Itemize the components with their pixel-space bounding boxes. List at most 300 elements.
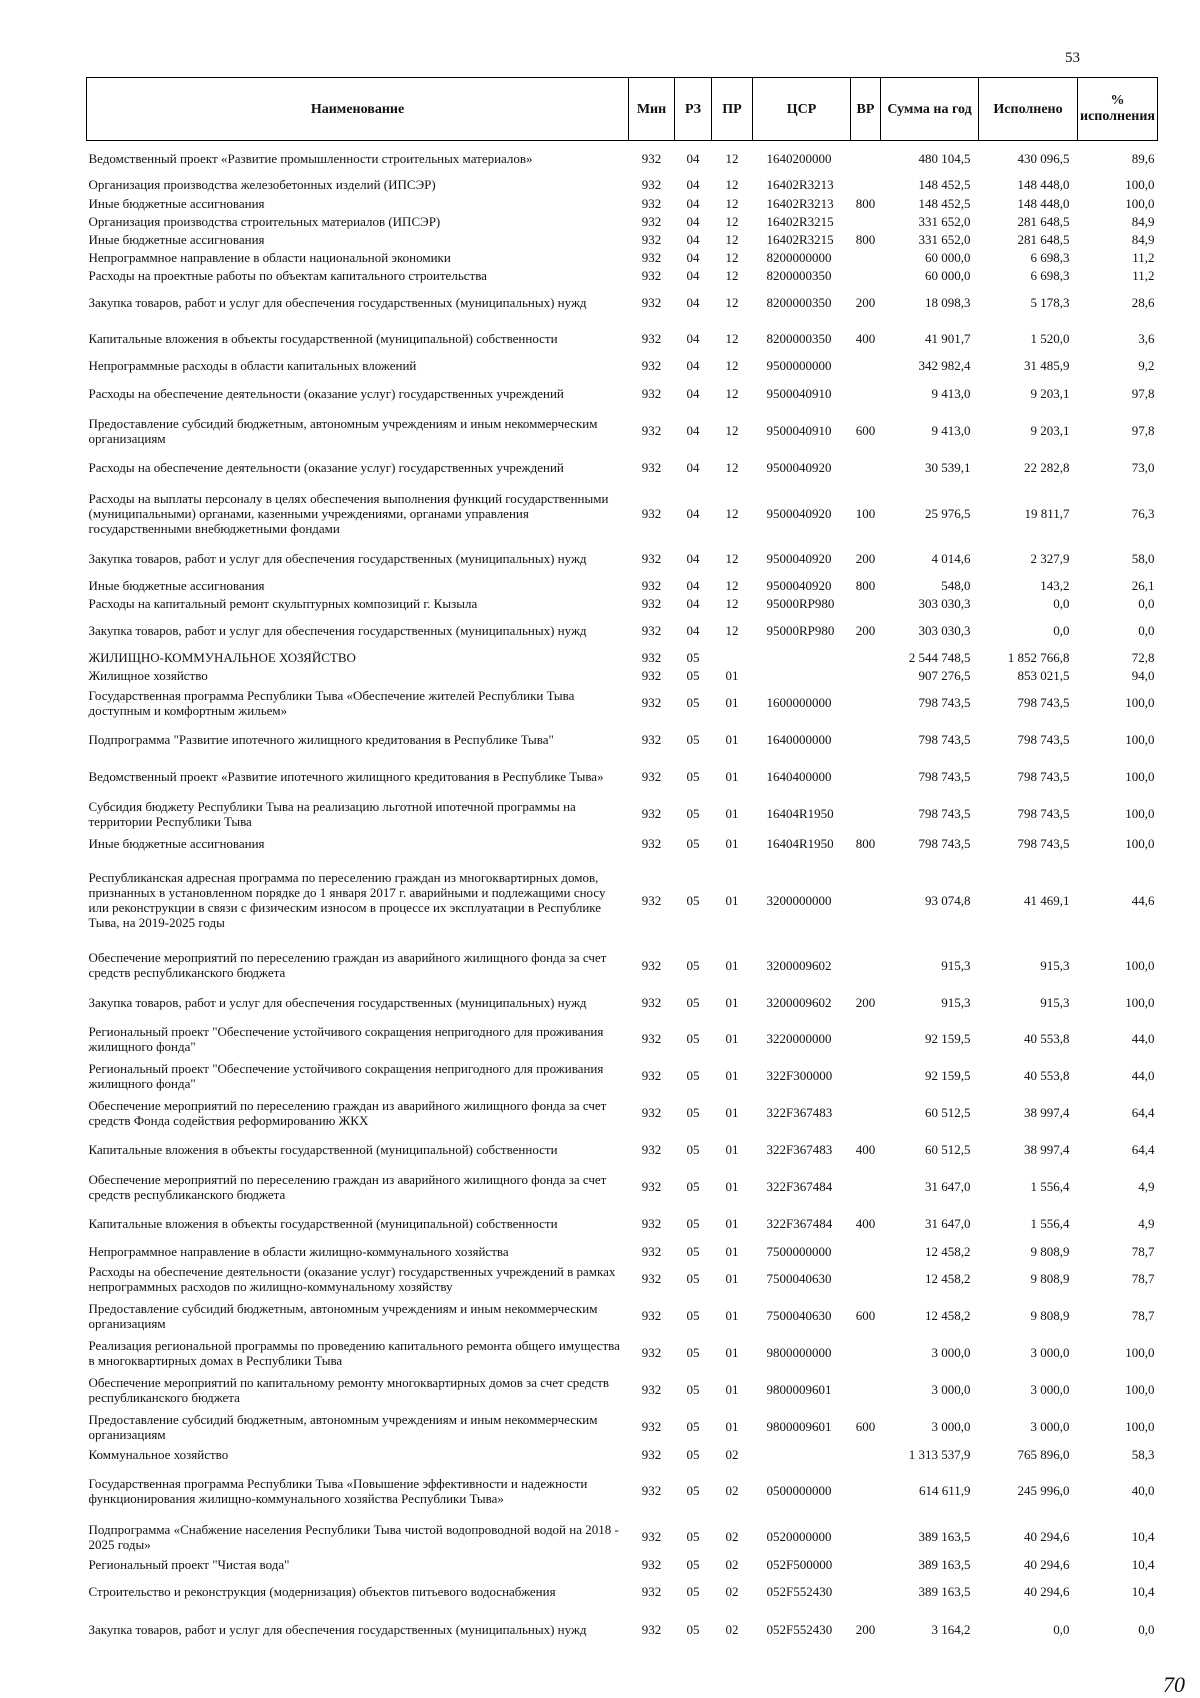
- cell-executed: 853 021,5: [1017, 667, 1070, 683]
- cell-csr: 8200000350: [766, 294, 832, 310]
- cell-sum: 25 976,5: [925, 505, 971, 521]
- cell-name: Иные бюджетные ассигнования: [88, 231, 265, 247]
- cell-pr: 12: [725, 423, 739, 438]
- cell-vr: [851, 1445, 881, 1463]
- cell-csr: 3200009602: [766, 957, 832, 973]
- cell-executed: 6 698,3: [1030, 249, 1070, 265]
- cell-pr: 01: [725, 1216, 739, 1231]
- cell-csr: 322F367483: [766, 1142, 833, 1157]
- cell-executed: 19 811,7: [1024, 505, 1070, 521]
- cell-percent: 73,0: [1131, 460, 1155, 475]
- cell-vr: 200: [855, 550, 876, 566]
- cell-executed: 148 448,0: [1017, 177, 1070, 192]
- header-rz: РЗ: [675, 78, 712, 141]
- cell-executed: 765 896,0: [1017, 1446, 1070, 1462]
- table-row: [87, 141, 1158, 176]
- cell-name: Республиканская адресная программа по переселению граждан из многоквартирных домов, признанных в установленном порядке до 1 января 2017 г. аварийными и подлежащими сносу или реконструкции в связи с физическим износом в процессе их эксплуатации в Республике Тыва, на 2019-2025 годы: [88, 870, 606, 930]
- cell-percent: 26,1: [1131, 577, 1155, 593]
- table-row: [87, 1518, 1158, 1555]
- cell-sum: 1 313 537,9: [908, 1446, 971, 1462]
- cell-executed: 1 556,4: [1030, 1216, 1070, 1231]
- cell-rz: 05: [686, 1345, 700, 1360]
- cell-pr: 02: [725, 1556, 739, 1572]
- cell-rz: 05: [686, 1179, 700, 1194]
- cell-sum: 4 014,6: [931, 550, 971, 566]
- cell-percent: 28,6: [1131, 294, 1155, 310]
- cell-rz: 05: [686, 1584, 700, 1599]
- cell-pr: 01: [725, 1308, 739, 1323]
- cell-rz: 05: [686, 769, 700, 784]
- cell-vr: 200: [855, 294, 876, 310]
- cell-min: 932: [641, 385, 662, 401]
- cell-vr: [851, 1555, 881, 1573]
- cell-min: 932: [641, 1621, 662, 1637]
- cell-rz: 05: [686, 1031, 700, 1046]
- cell-pr: 12: [725, 577, 739, 593]
- cell-percent: 97,8: [1131, 423, 1155, 438]
- cell-percent: 44,0: [1131, 1031, 1155, 1046]
- cell-rz: 05: [686, 649, 700, 665]
- cell-csr: 9800009601: [766, 1419, 832, 1434]
- cell-percent: 100,0: [1125, 195, 1155, 211]
- cell-csr: 9500000000: [766, 357, 832, 373]
- cell-csr: 9500040920: [766, 577, 832, 593]
- cell-pr: 02: [725, 1483, 739, 1498]
- cell-vr: [851, 1168, 881, 1205]
- cell-pr: 01: [725, 1271, 739, 1286]
- cell-vr: [851, 141, 881, 176]
- cell-rz: 05: [686, 1419, 700, 1434]
- cell-csr: 1640000000: [766, 732, 832, 747]
- cell-vr: 200: [855, 1621, 876, 1637]
- cell-vr: [851, 1518, 881, 1555]
- cell-sum: 12 458,2: [925, 1243, 971, 1259]
- cell-csr: 16402R3215: [766, 231, 834, 247]
- cell-name: Расходы на проектные работы по объектам капитального строительства: [88, 267, 487, 283]
- cell-sum: 60 512,5: [925, 1142, 971, 1157]
- cell-csr: 052F500000: [766, 1556, 833, 1572]
- cell-pr: 01: [725, 1382, 739, 1397]
- cell-min: 932: [641, 550, 662, 566]
- table-row: [87, 356, 1158, 374]
- cell-executed: 5 178,3: [1030, 294, 1070, 310]
- cell-csr: 0500000000: [766, 1483, 832, 1498]
- cell-rz: 05: [686, 1243, 700, 1259]
- cell-pr: [712, 648, 753, 666]
- cell-pr: 12: [725, 150, 739, 166]
- cell-csr: 9500040920: [766, 460, 832, 475]
- cell-csr: 1640200000: [766, 150, 832, 166]
- cell-sum: 41 901,7: [925, 330, 971, 346]
- cell-rz: 04: [686, 423, 700, 438]
- cell-pr: 12: [725, 267, 739, 283]
- table-header-row: [87, 78, 1158, 141]
- header-name: Наименование: [87, 78, 629, 141]
- table-row: [87, 1463, 1158, 1518]
- cell-name: Организация производства строительных материалов (ИПСЭР): [88, 213, 441, 229]
- cell-pr: 01: [725, 695, 739, 710]
- cell-name: Обеспечение мероприятий по переселению граждан из аварийного жилищного фонда за счет средств Фонда содействия реформированию ЖКХ: [88, 1097, 607, 1128]
- cell-executed: 3 000,0: [1030, 1345, 1070, 1360]
- cell-name: Жилищное хозяйство: [88, 667, 208, 683]
- table-row: [87, 666, 1158, 684]
- cell-executed: 245 996,0: [1017, 1483, 1070, 1498]
- cell-executed: 143,2: [1040, 577, 1070, 593]
- cell-vr: [851, 648, 881, 666]
- cell-rz: 05: [686, 806, 700, 821]
- cell-pr: 12: [725, 294, 739, 310]
- cell-name: Предоставление субсидий бюджетным, автономным учреждениям и иным некоммерческим организациям: [88, 1300, 598, 1331]
- cell-executed: 40 553,8: [1024, 1031, 1070, 1046]
- table-row: [87, 449, 1158, 486]
- cell-min: 932: [641, 1243, 662, 1259]
- table-row: [87, 486, 1158, 540]
- cell-percent: 84,9: [1131, 231, 1155, 247]
- cell-min: 932: [641, 994, 662, 1010]
- cell-min: 932: [641, 892, 662, 908]
- cell-name: Иные бюджетные ассигнования: [88, 195, 265, 211]
- cell-executed: 915,3: [1040, 957, 1070, 973]
- cell-min: 932: [641, 294, 662, 310]
- cell-pr: 12: [725, 177, 739, 192]
- table-row: [87, 1020, 1158, 1057]
- cell-rz: 05: [686, 1271, 700, 1286]
- cell-min: 932: [641, 1216, 662, 1231]
- cell-name: Обеспечение мероприятий по переселению граждан из аварийного жилищного фонда за счет средств республиканского бюджета: [88, 950, 607, 980]
- cell-csr: 322F367484: [766, 1179, 833, 1194]
- table-row: [87, 1205, 1158, 1242]
- cell-percent: 0,0: [1138, 595, 1155, 611]
- cell-rz: 04: [686, 177, 700, 192]
- cell-executed: 3 000,0: [1030, 1382, 1070, 1397]
- cell-sum: 389 163,5: [918, 1529, 971, 1544]
- cell-rz: 04: [686, 460, 700, 475]
- cell-sum: 480 104,5: [918, 150, 971, 166]
- cell-vr: [851, 1573, 881, 1610]
- cell-pr: 01: [725, 1142, 739, 1157]
- cell-name: Подпрограмма "Развитие ипотечного жилищного кредитования в Республике Тыва": [88, 732, 554, 747]
- cell-vr: 400: [855, 1216, 876, 1231]
- cell-csr: 16402R3215: [766, 213, 834, 229]
- table-row: [87, 795, 1158, 832]
- table-row: [87, 612, 1158, 648]
- cell-min: 932: [641, 1584, 662, 1599]
- cell-csr: 9500040910: [766, 423, 832, 438]
- cell-vr: [851, 1334, 881, 1371]
- cell-sum: 92 159,5: [925, 1068, 971, 1083]
- cell-vr: [851, 356, 881, 374]
- cell-percent: 64,4: [1131, 1105, 1155, 1120]
- cell-pr: 12: [725, 330, 739, 346]
- cell-sum: 303 030,3: [918, 595, 971, 611]
- cell-min: 932: [641, 1142, 662, 1157]
- cell-csr: 95000RP980: [766, 622, 835, 638]
- cell-vr: [851, 1242, 881, 1260]
- cell-vr: [851, 175, 881, 194]
- cell-executed: 40 553,8: [1024, 1068, 1070, 1083]
- cell-executed: 40 294,6: [1024, 1584, 1070, 1599]
- cell-rz: 05: [686, 695, 700, 710]
- cell-csr: 7500040630: [766, 1308, 832, 1323]
- cell-percent: 4,9: [1138, 1216, 1155, 1231]
- cell-name: Организация производства железобетонных изделий (ИПСЭР): [88, 177, 436, 192]
- cell-csr: 16402R3213: [766, 195, 834, 211]
- table-row: [87, 212, 1158, 230]
- cell-rz: 05: [686, 1105, 700, 1120]
- cell-sum: 342 982,4: [918, 357, 971, 373]
- cell-pr: 01: [725, 1105, 739, 1120]
- cell-pr: 01: [725, 1243, 739, 1259]
- budget-execution-table: [86, 77, 1158, 1648]
- header-csr: ЦСР: [753, 78, 851, 141]
- page-number: 53: [1065, 50, 1080, 66]
- cell-csr: 052F552430: [766, 1621, 833, 1637]
- cell-percent: 0,0: [1138, 622, 1155, 638]
- cell-percent: 10,4: [1131, 1556, 1155, 1572]
- cell-vr: [851, 684, 881, 721]
- cell-vr: 400: [855, 1142, 876, 1157]
- cell-executed: 38 997,4: [1024, 1142, 1070, 1157]
- cell-csr: 8200000350: [766, 267, 832, 283]
- cell-csr: 16402R3213: [766, 177, 834, 192]
- cell-sum: 30 539,1: [925, 460, 971, 475]
- cell-executed: 281 648,5: [1017, 231, 1070, 247]
- table-row: [87, 721, 1158, 758]
- cell-percent: 100,0: [1125, 769, 1155, 784]
- cell-executed: 38 997,4: [1024, 1105, 1070, 1120]
- cell-sum: 798 743,5: [918, 732, 971, 747]
- table-row: [87, 758, 1158, 795]
- table-row: [87, 1334, 1158, 1371]
- cell-executed: 0,0: [1053, 595, 1070, 611]
- cell-pr: 01: [725, 1345, 739, 1360]
- cell-min: 932: [641, 732, 662, 747]
- cell-vr: [851, 248, 881, 266]
- cell-rz: 04: [686, 213, 700, 229]
- cell-executed: 40 294,6: [1024, 1529, 1070, 1544]
- table-row: [87, 854, 1158, 946]
- cell-min: 932: [641, 806, 662, 821]
- cell-vr: [851, 795, 881, 832]
- cell-vr: 800: [855, 231, 876, 247]
- cell-sum: 389 163,5: [918, 1584, 971, 1599]
- cell-executed: 1 852 766,8: [1007, 649, 1070, 665]
- cell-rz: 05: [686, 1529, 700, 1544]
- cell-min: 932: [641, 213, 662, 229]
- cell-name: Расходы на выплаты персоналу в целях обеспечения выполнения функций государственными (муниципальными) органами, казенными учреждениями, органами управления государственными внебюджетными фондами: [88, 490, 609, 536]
- cell-executed: 6 698,3: [1030, 267, 1070, 283]
- cell-rz: 05: [686, 1621, 700, 1637]
- cell-sum: 12 458,2: [925, 1308, 971, 1323]
- cell-csr: 7500040630: [766, 1271, 832, 1286]
- cell-executed: 9 203,1: [1030, 385, 1070, 401]
- cell-name: Закупка товаров, работ и услуг для обеспечения государственных (муниципальных) нужд: [88, 1621, 587, 1637]
- cell-percent: 78,7: [1131, 1243, 1155, 1259]
- cell-rz: 04: [686, 595, 700, 611]
- cell-vr: [851, 374, 881, 412]
- cell-vr: 200: [855, 994, 876, 1010]
- cell-name: Расходы на обеспечение деятельности (оказание услуг) государственных учреждений: [88, 385, 564, 401]
- cell-csr: 16404R1950: [766, 806, 834, 821]
- cell-executed: 0,0: [1053, 622, 1070, 638]
- cell-pr: 01: [725, 1068, 739, 1083]
- table-row: [87, 1260, 1158, 1297]
- cell-sum: 31 647,0: [925, 1216, 971, 1231]
- cell-min: 932: [641, 1068, 662, 1083]
- cell-vr: [851, 212, 881, 230]
- cell-pr: 01: [725, 732, 739, 747]
- cell-percent: 10,4: [1131, 1529, 1155, 1544]
- cell-rz: 05: [686, 994, 700, 1010]
- cell-min: 932: [641, 695, 662, 710]
- cell-rz: 05: [686, 835, 700, 851]
- cell-sum: 907 276,5: [918, 667, 971, 683]
- cell-percent: 100,0: [1125, 695, 1155, 710]
- cell-pr: 01: [725, 1179, 739, 1194]
- cell-min: 932: [641, 1031, 662, 1046]
- cell-min: 932: [641, 231, 662, 247]
- cell-name: Государственная программа Республики Тыва «Повышение эффективности и надежности функционирования жилищно-коммунального хозяйства Республики Тыва»: [88, 1475, 588, 1506]
- cell-csr: 9500040910: [766, 385, 832, 401]
- table-row: [87, 594, 1158, 612]
- table-row: [87, 412, 1158, 449]
- cell-sum: 331 652,0: [918, 213, 971, 229]
- table-row: [87, 284, 1158, 320]
- cell-vr: [851, 594, 881, 612]
- cell-rz: 04: [686, 249, 700, 265]
- cell-rz: 04: [686, 267, 700, 283]
- cell-name: Обеспечение мероприятий по переселению граждан из аварийного жилищного фонда за счет средств республиканского бюджета: [88, 1171, 607, 1202]
- cell-csr: 9500040920: [766, 550, 832, 566]
- cell-csr: 9500040920: [766, 505, 832, 521]
- cell-rz: 04: [686, 505, 700, 521]
- cell-executed: 31 485,9: [1024, 357, 1070, 373]
- table-row: [87, 540, 1158, 576]
- cell-percent: 84,9: [1131, 213, 1155, 229]
- table-row: [87, 1555, 1158, 1573]
- cell-vr: [851, 946, 881, 984]
- cell-min: 932: [641, 957, 662, 973]
- header-executed: Исполнено: [979, 78, 1078, 141]
- cell-name: Непрограммное направление в области национальной экономики: [88, 249, 451, 265]
- cell-sum: 798 743,5: [918, 835, 971, 851]
- cell-sum: 798 743,5: [918, 695, 971, 710]
- cell-name: Расходы на обеспечение деятельности (оказание услуг) государственных учреждений в рамках непрограммных расходов по жилищно-коммунальному хозяйству: [88, 1263, 616, 1294]
- cell-percent: 78,7: [1131, 1271, 1155, 1286]
- cell-min: 932: [641, 667, 662, 683]
- corner-mark: 70: [1163, 1672, 1185, 1697]
- cell-min: 932: [641, 195, 662, 211]
- cell-sum: 60 000,0: [925, 249, 971, 265]
- cell-name: Региональный проект "Чистая вода": [88, 1556, 290, 1572]
- cell-name: Закупка товаров, работ и услуг для обеспечения государственных (муниципальных) нужд: [88, 622, 587, 638]
- cell-pr: 12: [725, 195, 739, 211]
- cell-min: 932: [641, 150, 662, 166]
- cell-pr: 12: [725, 213, 739, 229]
- cell-rz: 05: [686, 1216, 700, 1231]
- cell-vr: [851, 666, 881, 684]
- cell-sum: 3 000,0: [931, 1419, 971, 1434]
- cell-sum: 3 000,0: [931, 1345, 971, 1360]
- table-row: [87, 648, 1158, 666]
- cell-rz: 05: [686, 892, 700, 908]
- table-row: [87, 194, 1158, 212]
- cell-pr: 12: [725, 231, 739, 247]
- cell-pr: 01: [725, 667, 739, 683]
- cell-name: Капитальные вложения в объекты государственной (муниципальной) собственности: [88, 1142, 558, 1157]
- cell-rz: 04: [686, 622, 700, 638]
- cell-min: 932: [641, 1529, 662, 1544]
- cell-executed: 915,3: [1040, 994, 1070, 1010]
- cell-min: 932: [641, 1446, 662, 1462]
- cell-csr: 1600000000: [766, 695, 832, 710]
- cell-min: 932: [641, 1271, 662, 1286]
- cell-executed: 798 743,5: [1017, 806, 1070, 821]
- cell-name: Предоставление субсидий бюджетным, автономным учреждениям и иным некоммерческим организациям: [88, 1411, 598, 1442]
- table-row: [87, 248, 1158, 266]
- cell-vr: [851, 1260, 881, 1297]
- cell-executed: 9 808,9: [1030, 1308, 1070, 1323]
- cell-executed: 281 648,5: [1017, 213, 1070, 229]
- header-percent: % исполнения: [1078, 78, 1158, 141]
- cell-csr: 95000RP980: [766, 595, 835, 611]
- cell-csr: 052F552430: [766, 1584, 833, 1599]
- cell-percent: 64,4: [1131, 1142, 1155, 1157]
- cell-sum: 915,3: [941, 994, 971, 1010]
- cell-min: 932: [641, 1179, 662, 1194]
- cell-vr: 800: [855, 835, 876, 851]
- cell-pr: 02: [725, 1529, 739, 1544]
- cell-name: Региональный проект "Обеспечение устойчивого сокращения непригодного для проживания жилищного фонда": [88, 1060, 604, 1091]
- table-row: [87, 1057, 1158, 1094]
- cell-rz: 05: [686, 1068, 700, 1083]
- cell-csr: 9800000000: [766, 1345, 832, 1360]
- cell-vr: [851, 266, 881, 284]
- cell-csr: 1640400000: [766, 769, 832, 784]
- cell-pr: 01: [725, 769, 739, 784]
- cell-percent: 4,9: [1138, 1179, 1155, 1194]
- cell-min: 932: [641, 595, 662, 611]
- cell-executed: 798 743,5: [1017, 732, 1070, 747]
- cell-name: Реализация региональной программы по проведению капитального ремонта общего имущества в многоквартирных домах в Республики Тыва: [88, 1337, 620, 1368]
- table-row: [87, 374, 1158, 412]
- cell-rz: 04: [686, 231, 700, 247]
- cell-percent: 44,0: [1131, 1068, 1155, 1083]
- cell-pr: 01: [725, 994, 739, 1010]
- table-row: [87, 684, 1158, 721]
- cell-percent: 94,0: [1131, 667, 1155, 683]
- cell-name: ЖИЛИЩНО-КОММУНАЛЬНОЕ ХОЗЯЙСТВО: [88, 649, 356, 665]
- cell-pr: 02: [725, 1446, 739, 1462]
- cell-sum: 92 159,5: [925, 1031, 971, 1046]
- cell-percent: 100,0: [1125, 732, 1155, 747]
- cell-pr: 12: [725, 460, 739, 475]
- table-row: [87, 320, 1158, 356]
- header-min: Мин: [629, 78, 675, 141]
- cell-percent: 11,2: [1132, 267, 1155, 283]
- cell-percent: 100,0: [1125, 806, 1155, 821]
- cell-vr: 200: [855, 622, 876, 638]
- cell-pr: 12: [725, 385, 739, 401]
- cell-executed: 0,0: [1053, 1621, 1070, 1637]
- cell-name: Капитальные вложения в объекты государственной (муниципальной) собственности: [88, 330, 558, 346]
- cell-min: 932: [641, 460, 662, 475]
- cell-rz: 04: [686, 385, 700, 401]
- cell-pr: 01: [725, 806, 739, 821]
- cell-name: Обеспечение мероприятий по капитальному ремонту многоквартирных домов за счет средств республиканского бюджета: [88, 1374, 610, 1405]
- cell-sum: 93 074,8: [925, 892, 971, 908]
- cell-csr: 3200000000: [766, 892, 832, 908]
